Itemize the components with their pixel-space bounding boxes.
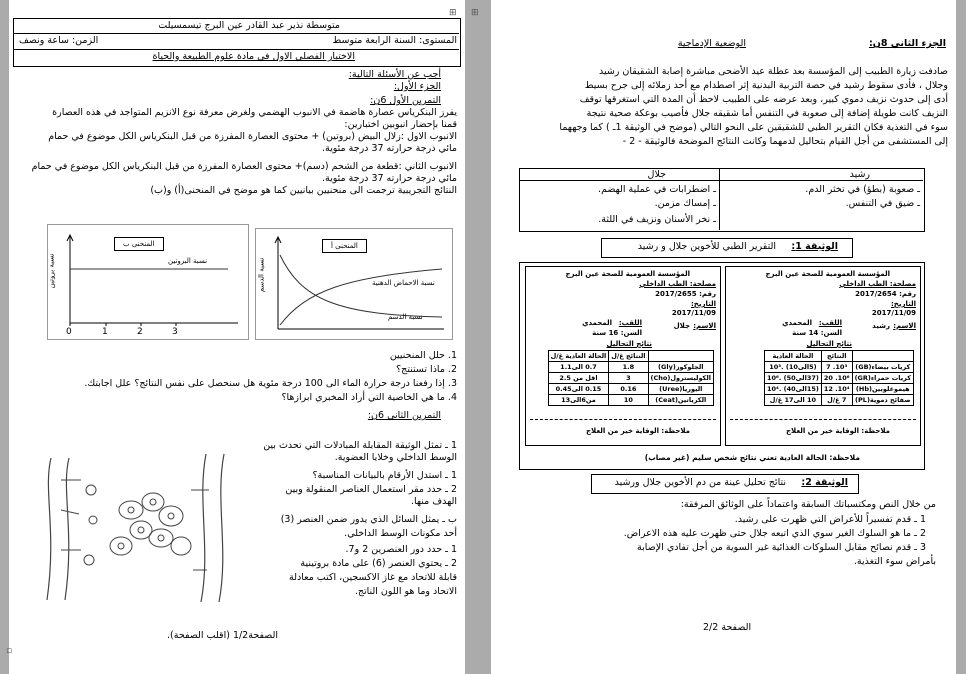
instruction: أجب عن الأسئلة التالية:: [348, 69, 441, 80]
exam-page-1: [9, 0, 465, 674]
table-row: الكرياتين(Ceat) 10 من6الى13: [548, 395, 713, 406]
situation-question: بأمراض سوء التغذية.: [853, 556, 936, 567]
results-table-rachid: [764, 350, 914, 406]
table-row: الكوليسترول(Cho) 3 اقل من 2.5: [548, 373, 713, 384]
curve-a-chart: [255, 228, 453, 340]
exam-page-2: [491, 0, 956, 674]
ex2-line: الاتحاد وما هو اللون الناتج.: [354, 586, 457, 597]
level-label: المستوى: السنة الرابعة متوسط: [332, 35, 457, 46]
situation-question: 1 ـ قدم تفسيراً للأعراض التي ظهرت على رشيد.: [734, 514, 926, 525]
rachid-symptom: ـ ضيق في التنفس.: [845, 198, 920, 209]
rachid-symptom: ـ صعوبة (بطؤ) في تخثر الدم.: [805, 184, 920, 195]
situation-question: 3 ـ قدم نصائح مقابل السلوكات الغذائية غير السوية من أجل تفادي الإصابة: [637, 542, 926, 553]
exam-title: الاختبار الفصلي الاول في مادة علوم الطبيعة والحياة: [152, 51, 355, 62]
report-date: 2017/11/09: [871, 309, 916, 317]
table-row: كريات حمراء(GR) 20 .10⁶ (37الى50) .10⁶: [764, 373, 913, 384]
jalal-header: جلال: [647, 169, 666, 180]
paragraph-mark-icon: ▫: [6, 646, 13, 656]
part2-title: الجزء الثاني 8ن:: [868, 38, 946, 49]
empty-cell: [648, 351, 713, 362]
jalal-symptom: ـ اضطرابات في عملية الهضم.: [598, 184, 716, 195]
ex2-line: 1 ـ استدل الأرقام بالبيانات المناسبة؟: [312, 470, 457, 481]
curve-b-title: المنحنى ب: [114, 237, 164, 251]
protein-label: نسبة البروتين: [168, 257, 208, 265]
report-jalal: [525, 266, 721, 446]
table-row: هيموغلوبين(Hb) 12 .10⁴ (15الى40) .10⁴: [764, 384, 913, 395]
report-date-label: التاريخ:: [890, 300, 916, 308]
report-number: رقم: 2017/2654: [855, 290, 916, 298]
ex2-line: 1 ـ حدد دور العنصرين 2 و7.: [345, 544, 457, 555]
school-name: متوسطة نذير عبد القادر عين البرج تيسمسيلت: [158, 20, 340, 31]
ex1-question: 2. ماذا تستنتج؟: [396, 364, 457, 375]
exercise2-title: التمرين الثاني 6ن:: [367, 410, 441, 421]
document1-label: الوثيقة 1:: [791, 241, 838, 252]
report-date: 2017/11/09: [671, 309, 716, 317]
tick-label: 0: [66, 327, 72, 337]
curve-a-ylabel: نسبة الدسم: [257, 257, 266, 293]
ex2-line: الهدف منها.: [410, 496, 457, 507]
ex1-line: الانبوب الثاني :قطعة من الشحم (دسم)+ محتوى العصارة المفرزة من قبل البنكرياس الكل موضوع في حمام: [31, 161, 457, 172]
report-age: السن: 14 سنة: [792, 329, 842, 337]
situation-title: الوضعية الإدماجية: [677, 38, 746, 49]
report-rachid: [725, 266, 921, 446]
report-age: السن: 16 سنة: [592, 329, 642, 337]
ex1-question: 3. إذا رفعنا درجة حرارة الماء الى 100 درجة مئوية هل سنحصل على نفس النتائج؟ علل اجابتك.: [84, 378, 457, 389]
intro-line: سوء في التغذية فكان التقرير الطبي للشقيقين على النحو التالي (موضح في الوثيقة 1ـ ) كما وجههما: [559, 122, 948, 133]
tick-label: 1: [102, 327, 108, 337]
curve-a-title: المنحنى أ: [322, 239, 367, 253]
col-header: النتائج غ/ل: [609, 351, 648, 362]
ex2-line: 2 ـ يحتوي العنصر (6) على مادة بروتينية: [300, 558, 457, 569]
report-institution: المؤسسة العمومية للصحة عين البرج: [765, 270, 890, 278]
report-note: ملاحظة: الوقاية خير من العلاج: [585, 427, 690, 435]
table-row: الجلوكوز(Gly) 1.8 0.7 الى1.1: [548, 362, 713, 373]
report-name: رشيد: [872, 322, 890, 330]
report-date-label: التاريخ:: [690, 300, 716, 308]
intro-line: أدى إلى حدوث نزيف دموي كبير، وبعد عرضه على الطبيب لاحظ أن المدة التي استغرقها توقف: [579, 94, 948, 105]
empty-cell: [852, 351, 913, 362]
ex2-line: أحد مكونات الوسط الداخلي.: [344, 528, 457, 539]
intro-line: إلى المستشفى من أجل القيام بتحاليل لدمهما وكانت النتائج الموضحة فالوثيقة - 2 -: [622, 136, 948, 147]
ex1-question: 1. حلل المنحنيين: [389, 350, 457, 361]
ex1-line: النتائج التجريبية ترجمت الى منحنيين بيانيين كما هو موضح في المنحنى(أ) و(ب): [150, 185, 457, 196]
document1-caption: التقرير الطبي للأخوين جلال و رشيد: [637, 241, 776, 252]
report-name-label: الاسم:: [693, 322, 716, 330]
ex1-line: يفرز البنكرياس عصارة هاضمة في الانبوب الهضمي ولغرض معرفة نوع الانزيم المتواجد في هذه العصارة: [52, 107, 457, 118]
report-department: مصلحة: الطب الداخلي: [639, 280, 716, 288]
intro-line: النزيف كانت طويلة إضافة إلى صعوبة في التنفس أما شقيقه جلال فأصيب بوعكة صحية نتيجة: [586, 108, 948, 119]
questions-intro: من خلال النص ومكتسباتك السابقة واعتماداً على الوثائق المرفقة:: [680, 499, 936, 510]
ex1-line: قمنا بإحضار انبوبين اختبارين:: [344, 119, 457, 130]
results-table-jalal: [548, 350, 714, 406]
ex1-question: 4. ما هي الخاصية التي أراد المخبري ابرازها؟: [281, 392, 457, 403]
page2-footer: الصفحة 2/2: [703, 622, 752, 633]
reports-note: ملاحظة: الحالة العادية تعني نتائج شخص سليم (غير مصاب): [644, 453, 860, 462]
report-note: ملاحظة: الوقاية خير من العلاج: [785, 427, 890, 435]
table-move-handle-icon[interactable]: ⊞: [471, 8, 479, 18]
ex2-line: 1 ـ تمثل الوثيقة المقابلة المبادلات التي تحدث بين: [263, 440, 457, 451]
ex2-line: ب ـ يمثل السائل الذي يدور ضمن العنصر (3): [280, 514, 457, 525]
col-header: النتائج: [821, 351, 852, 362]
table-move-handle-icon[interactable]: ⊞: [449, 8, 457, 18]
exercise1-title: التمرين الأول 6ن:: [370, 95, 441, 106]
fatty-acids-label: نسبة الاحماض الدهنية: [372, 279, 435, 287]
jalal-symptom: ـ نخر الأسنان ونزيف في اللثة.: [598, 214, 716, 225]
document2-caption: نتائج تحليل عينة من دم الأخوين جلال ورشيد: [614, 477, 786, 488]
ex2-line: قابلة للاتحاد مع غاز الاكسجين، اكتب معادلة: [289, 572, 457, 583]
fat-label: نسبة الدسم: [388, 313, 423, 321]
report-number: رقم: 2017/2655: [655, 290, 716, 298]
situation-question: 2 ـ ما هو السلوك الغير سوي الذي اتبعه جلال حتى ظهرت عليه هذه الاعراض.: [623, 528, 926, 539]
tick-label: 3: [172, 327, 178, 337]
report-surname-label: اللقب:: [618, 319, 642, 327]
curve-b-ylabel: نسبة بروتين: [47, 253, 56, 289]
intro-line: وجلال ، فأدى سقوط رشيد في حصة التربية البدنية إثر اصطدام مع أحد زملائه إلى جرح بسيط: [584, 80, 948, 91]
col-header: الحالة العادية: [764, 351, 821, 362]
report-results-title: نتائج التحاليل: [806, 340, 852, 348]
ex2-line: 2 ـ حدد مقر استعمال العناصر المنقولة وبين: [285, 484, 457, 495]
report-institution: المؤسسة العمومية للصحة عين البرج: [565, 270, 690, 278]
report-surname: المحمدي: [782, 319, 812, 327]
report-surname-label: اللقب:: [818, 319, 842, 327]
page1-footer: الصفحة1/2 (اقلب الصفحة).: [167, 630, 279, 641]
report-surname: المحمدي: [582, 319, 612, 327]
tick-label: 2: [137, 327, 143, 337]
curve-b-chart: [47, 224, 249, 340]
jalal-symptom: ـ إمساك مزمن.: [654, 198, 716, 209]
report-results-title: نتائج التحاليل: [606, 340, 652, 348]
table-row: صفائح دموية(PL) 7 غ/ل 10 الى17 غ/ل: [764, 395, 913, 406]
col-header: الحالة العادية غ/ل: [548, 351, 609, 362]
table-row: كريات بيضاء(GB) 7 .10³ (5الى10) .10³: [764, 362, 913, 373]
time-label: الزمن: ساعة ونصف: [19, 35, 99, 46]
document2-label: الوثيقة 2:: [801, 477, 848, 488]
part1-title: الجزء الأول:: [393, 81, 441, 92]
report-name-label: الاسم:: [893, 322, 916, 330]
intro-line: صادفت زيارة الطبيب إلى المؤسسة بعد عطلة عيد الأضحى مباشرة إصابة الشقيقان رشيد: [598, 66, 948, 77]
report-name: جلال: [673, 322, 690, 330]
rachid-header: رشيد: [849, 169, 870, 180]
table-row: اليوريا(Uree) 0.16 0.15 الى0.45: [548, 384, 713, 395]
ex1-line: الانبوب الاول :زلال البيض (بروتين) + محتوى العصارة المفرزة من قبل البنكرياس الكل موضوع في حمام: [48, 131, 457, 142]
ex1-line: مائي درجة حرارته 37 درجة مئوية.: [321, 143, 457, 154]
ex2-line: الوسط الداخلي وخلايا العضوية.: [334, 452, 457, 463]
cell-exchange-illustration: [21, 450, 251, 605]
ex1-line: مائي درجة حرارته 37 درجة مئوية.: [321, 173, 457, 184]
report-department: مصلحة: الطب الداخلي: [839, 280, 916, 288]
